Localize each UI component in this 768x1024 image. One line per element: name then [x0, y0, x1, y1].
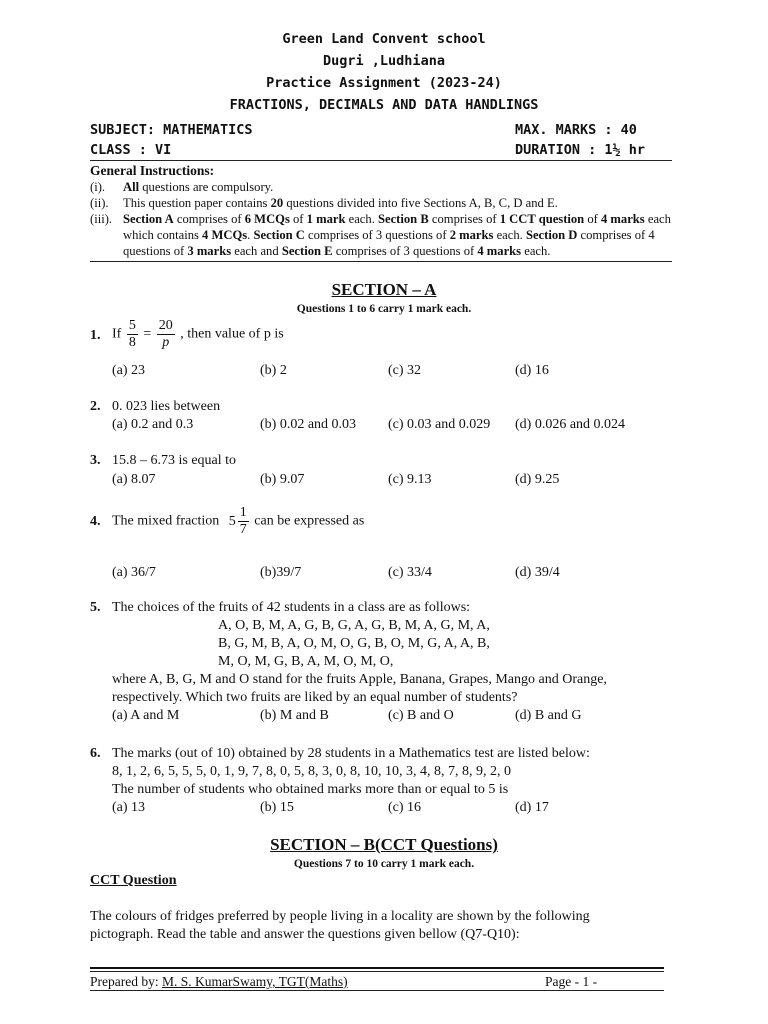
option-c: (c) B and O	[388, 708, 454, 723]
fraction-denominator: p	[162, 335, 170, 350]
mixed-whole: 5	[228, 513, 236, 529]
instruction-number: (i).	[90, 180, 106, 194]
page-number: Page - 1 -	[545, 974, 598, 989]
general-instructions	[90, 163, 675, 259]
option-d: (d) 16	[515, 363, 549, 378]
school-header	[0, 28, 768, 116]
option-c: (c) 33/4	[388, 565, 432, 580]
footer-bottom-rule	[90, 990, 664, 991]
option-b: (b) 0.02 and 0.03	[260, 417, 357, 432]
question-text-3: respectively. Which two fruits are liked by an equal number of students?	[112, 690, 518, 705]
footer-rule-thick	[90, 967, 664, 969]
option-d: (d) 0.026 and 0.024	[515, 417, 626, 432]
question-number: 4.	[90, 514, 101, 529]
fraction	[238, 505, 249, 538]
question-1	[90, 318, 680, 378]
option-d: (d) 17	[515, 800, 549, 815]
section-a-subtitle: Questions 1 to 6 carry 1 mark each.	[296, 303, 472, 315]
question-text: The marks (out of 10) obtained by 28 students in a Mathematics test are listed below:	[112, 746, 590, 761]
option-c: (c) 9.13	[388, 472, 432, 487]
marks-data: 8, 1, 2, 6, 5, 5, 5, 0, 1, 9, 7, 8, 0, 5, 8, 3, 0, 8, 10, 10, 3, 4, 8, 7, 8, 9, 2, 0	[112, 764, 511, 779]
footer	[90, 974, 668, 990]
section-a-heading-block	[0, 280, 768, 315]
school-name: Green Land Convent school	[282, 31, 486, 47]
question-prefix: If	[112, 326, 122, 342]
option-a: (a) 13	[112, 800, 146, 815]
question-4	[90, 505, 680, 545]
option-d: (d) 9.25	[515, 472, 560, 487]
author-name: M. S. KumarSwamy, TGT(Maths)	[161, 974, 348, 989]
data-line: A, O, B, M, A, G, B, G, A, G, B, M, A, G, M, A,	[218, 618, 490, 633]
instruction-item	[90, 195, 675, 211]
question-number: 1.	[90, 328, 101, 343]
cct-text-line-2: pictograph. Read the table and answer the questions given bellow (Q7-Q10):	[90, 927, 520, 942]
instruction-text: This question paper contains 20 questions divided into five Sections A, B, C, D and E.	[123, 196, 558, 210]
subject-label: SUBJECT: MATHEMATICS	[90, 122, 253, 138]
question-text: 15.8 – 6.73 is equal to	[112, 453, 237, 468]
option-a: (a) 36/7	[112, 565, 156, 580]
question-text-2: The number of students who obtained marks more than or equal to 5 is	[112, 782, 509, 797]
fraction-numerator: 5	[128, 318, 136, 333]
question-number: 6.	[90, 746, 101, 761]
instruction-item	[90, 179, 675, 195]
question-text	[112, 318, 284, 351]
section-b-heading-block	[0, 835, 768, 870]
option-a: (a) 8.07	[112, 472, 156, 487]
option-a: (a) A and M	[112, 708, 180, 723]
question-suffix: , then value of p is	[180, 326, 284, 342]
question-text-2: where A, B, G, M and O stand for the fruits Apple, Banana, Grapes, Mango and Orange,	[112, 672, 607, 687]
question-suffix: can be expressed as	[254, 513, 365, 529]
question-text: 0. 023 lies between	[112, 399, 221, 414]
prepared-label: Prepared by:	[90, 974, 159, 989]
instruction-text: All questions are compulsory.	[123, 180, 274, 194]
section-b-subtitle: Questions 7 to 10 carry 1 mark each.	[293, 858, 475, 870]
subject-row	[90, 122, 670, 138]
class-row	[90, 142, 670, 158]
school-location: Dugri ,Ludhiana	[323, 53, 445, 69]
option-c: (c) 16	[388, 800, 422, 815]
fraction	[157, 318, 175, 351]
question-text	[112, 505, 364, 538]
section-b-title: SECTION – B(CCT Questions)	[270, 835, 498, 854]
question-number: 3.	[90, 453, 101, 468]
instruction-text: Section A comprises of 6 MCQs of 1 mark each. Section B comprises of 1 CCT question of 4 marks each which contains 4 MCQs. Section C comprises of 3 questions of 2 marks each. Section D comprises of 4 questions of 3 marks each and Section E comprises of 3 questions of 4 marks each.	[123, 212, 671, 258]
option-c: (c) 0.03 and 0.029	[388, 417, 491, 432]
assignment-title: Practice Assignment (2023-24)	[266, 75, 502, 91]
option-b: (b) 9.07	[260, 472, 305, 487]
instructions-divider	[90, 261, 672, 262]
question-prefix: The mixed fraction	[112, 513, 220, 529]
cct-title: CCT Question	[90, 873, 177, 888]
class-label: CLASS : VI	[90, 142, 172, 158]
data-line: B, G, M, B, A, O, M, O, G, B, O, M, G, A, A, B,	[218, 636, 490, 651]
option-d: (d) B and G	[515, 708, 582, 723]
instruction-item	[90, 211, 675, 259]
option-a: (a) 0.2 and 0.3	[112, 417, 194, 432]
duration-label: DURATION : 1½ hr	[515, 142, 646, 158]
option-b: (b) M and B	[260, 708, 329, 723]
fraction-numerator: 1	[239, 505, 247, 520]
option-c: (c) 32	[388, 363, 422, 378]
equals-sign: =	[143, 326, 152, 342]
option-b: (b)39/7	[260, 565, 302, 580]
data-line: M, O, M, G, B, A, M, O, M, O,	[218, 654, 394, 669]
instruction-number: (iii).	[90, 212, 113, 226]
fraction-denominator: 8	[128, 335, 136, 350]
max-marks-label: MAX. MARKS : 40	[515, 122, 637, 138]
cct-text-line-1: The colours of fridges preferred by people living in a locality are shown by the following	[90, 909, 590, 924]
fraction-numerator: 20	[158, 318, 173, 333]
instructions-title: General Instructions:	[90, 163, 215, 178]
instruction-number: (ii).	[90, 196, 109, 210]
footer-rule-thin	[90, 971, 664, 972]
option-d: (d) 39/4	[515, 565, 560, 580]
option-a: (a) 23	[112, 363, 146, 378]
header-divider	[90, 160, 672, 161]
fraction-denominator: 7	[239, 522, 247, 537]
option-b: (b) 2	[260, 363, 287, 378]
section-a-title: SECTION – A	[331, 280, 437, 299]
question-number: 5.	[90, 600, 101, 615]
question-number: 2.	[90, 399, 101, 414]
question-text: The choices of the fruits of 42 students in a class are as follows:	[112, 600, 471, 615]
topic-title: FRACTIONS, DECIMALS AND DATA HANDLINGS	[229, 97, 539, 113]
fraction	[127, 318, 138, 351]
option-b: (b) 15	[260, 800, 294, 815]
